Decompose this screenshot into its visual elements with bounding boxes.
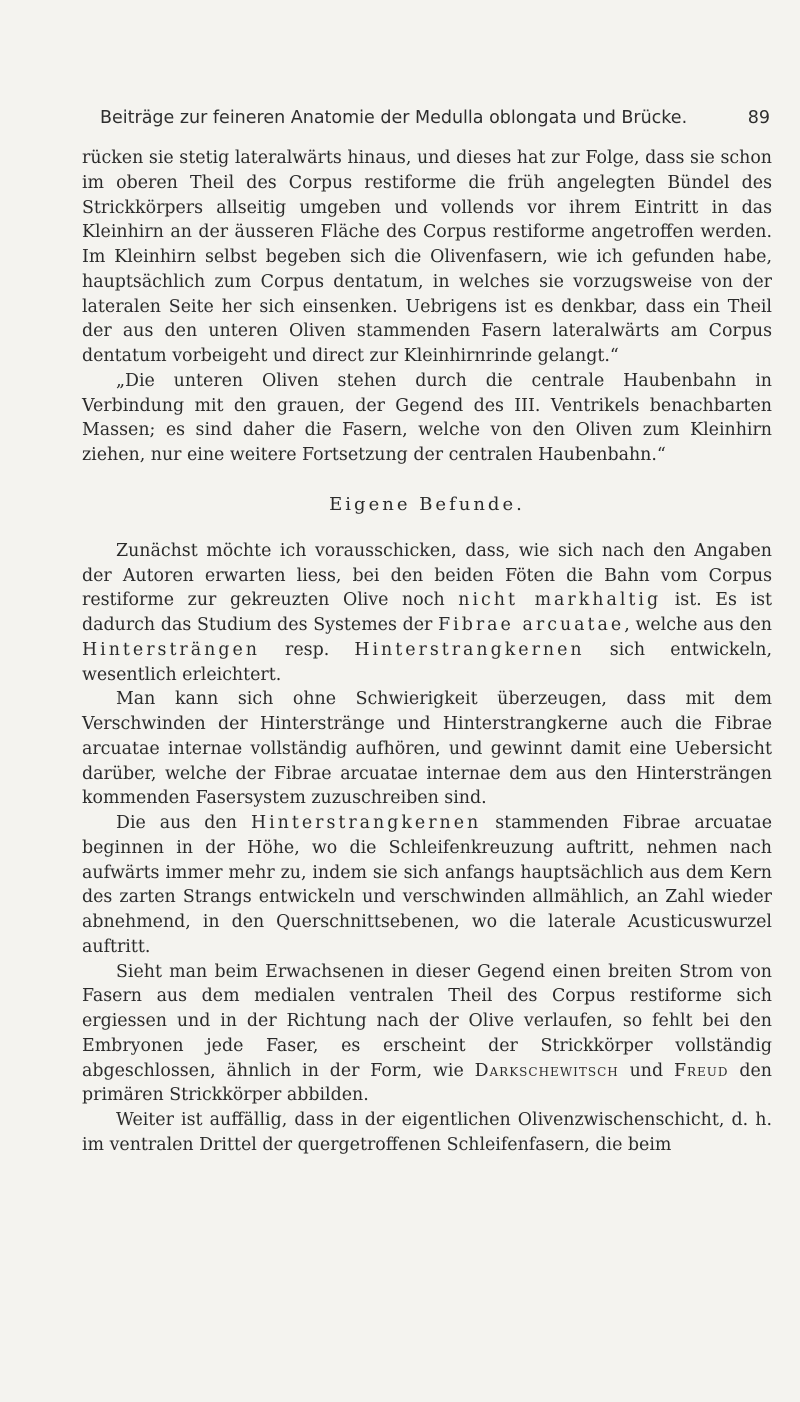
text-run: den primären Strickkörper abbilden. <box>82 1060 772 1106</box>
running-title: Beiträge zur feineren Anatomie der Medulla oblongata und Brücke. <box>100 108 688 128</box>
text-run: resp. <box>259 639 355 660</box>
paragraph: rücken sie stetig lateralwärts hinaus, und dieses hat zur Folge, dass sie schon im oberen Theil des Corpus restiforme die früh angelegten Bündel des Strickkörpers allseitig umgeben und vollends vor ihrem Eintritt in das Kleinhirn an der äusseren Fläche des Corpus restiforme angetroffen werden. Im Kleinhirn selbst begeben sich die Olivenfasern, wie ich gefunden habe, hauptsächlich zum Corpus dentatum, in welches sie vorzugsweise von der lateralen Seite her sich einsenken. Uebrigens ist es denkbar, dass ein Theil der aus den unteren Oliven stammenden Fasern lateralwärts am Corpus dentatum vorbeigeht und direct zur Kleinhirnrinde gelangt.“ <box>82 148 772 366</box>
page-header <box>82 108 770 134</box>
body-text <box>82 146 772 1158</box>
author-name: Darkschewitsch <box>474 1060 619 1081</box>
emphasis-text: Hinterstrangkernen <box>250 813 482 833</box>
text-run: stammenden Fibrae arcuatae beginnen in der Höhe, wo die Schleifenkreuzung auftritt, nehmen nach aufwärts immer mehr zu, indem sie sich anfangs hauptsächlich aus dem Kern des zarten Strangs entwickeln und verschwinden allmählich, an Zahl wieder abnehmend, in den Querschnittsebenen, wo die laterale Acusticuswurzel auftritt. <box>82 813 772 957</box>
text-run: Die aus den <box>116 813 251 833</box>
page-number: 89 <box>747 108 770 128</box>
text-run: ist. Es ist dadurch das Studium des Systemes der <box>82 590 773 635</box>
emphasis-text: Fibrae arcuatae <box>438 615 625 635</box>
text-run: Sieht man beim Erwachsenen in dieser Gegend einen breiten Strom von Fasern aus dem medialen ventralen Theil des Corpus restiforme sich ergiessen und in der Richtung nach der Olive verlaufen, so fehlt bei den Embryonen jede Faser, es erscheint der Strickkörper vollständig abgeschlossen, ähnlich in der Form, wie <box>82 961 772 1081</box>
text-run: Zunächst möchte ich vorausschicken, dass, wie sich nach den Angaben der Autoren erwarten liess, bei den beiden Föten die Bahn vom Corpus restiforme zur gekreuzten Olive noch <box>82 540 772 611</box>
emphasis-text: Hintersträngen <box>82 639 260 660</box>
paragraph: Man kann sich ohne Schwierigkeit überzeugen, dass mit dem Verschwinden der Hinterstränge und Hinterstrangkerne auch die Fibrae arcuatae internae vollständig aufhören, und gewinnt damit eine Uebersicht darüber, welche der Fibrae arcuatae internae dem aus den Hintersträngen kommenden Fasersystem zuzuschreiben sind. <box>82 689 772 809</box>
emphasis-text: Hinterstrangkernen <box>354 639 585 660</box>
paragraph: „Die unteren Oliven stehen durch die centrale Haubenbahn in Verbindung mit den grauen, der Gegend des III. Ventrikels benachbarten Massen; es sind daher die Fasern, welche von den Oliven zum Kleinhirn ziehen, nur eine weitere Fortsetzung der centralen Haubenbahn.“ <box>82 370 772 465</box>
paragraph <box>82 811 772 960</box>
text-run: , welche aus den <box>624 615 772 635</box>
text-run: und <box>618 1060 674 1081</box>
paragraph <box>82 539 772 688</box>
paragraph: Weiter ist auffällig, dass in der eigentlichen Olivenzwischenschicht, d. h. im ventralen Drittel der quergetroffenen Schleifenfasern, die beim <box>82 1110 772 1155</box>
section-heading: Eigene Befunde. <box>329 493 525 515</box>
emphasis-text: nicht markhaltig <box>458 590 662 611</box>
author-name: Freud <box>673 1060 729 1081</box>
text-run: sich entwickeln, wesentlich erleichtert. <box>82 639 772 685</box>
paragraph <box>82 960 772 1109</box>
